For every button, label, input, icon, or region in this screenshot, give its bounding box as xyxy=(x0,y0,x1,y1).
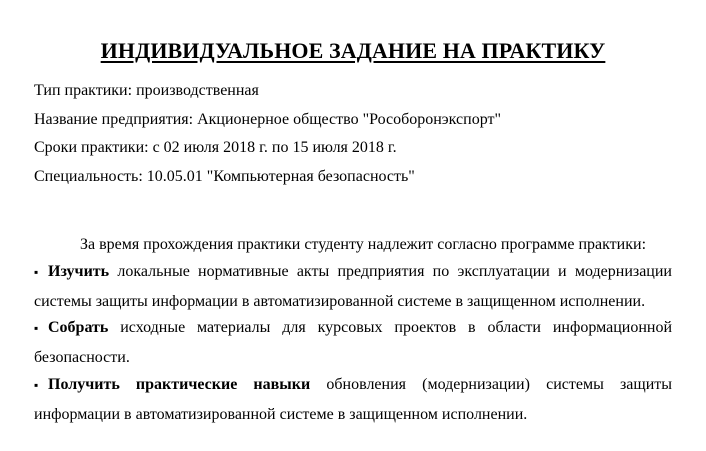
task-text: локальные нормативные акты предприятия по эксплуатации и модернизации xyxy=(117,263,672,280)
specialty-line: Специальность: 10.05.01 "Компьютерная безопасность" xyxy=(34,168,415,185)
task-verb: Изучить xyxy=(48,263,110,280)
task-item-line xyxy=(34,370,672,400)
tasks-intro: За время прохождения практики студенту надлежит согласно программе практики: xyxy=(80,236,647,253)
task-item-collect xyxy=(34,313,672,372)
bullet-icon: ▪ xyxy=(34,321,39,335)
task-verb: Собрать xyxy=(48,319,109,336)
task-text-continued: системы защиты информации в автоматизированной системе в защищенном исполнении. xyxy=(34,293,646,310)
practice-dates-line: Сроки практики: с 02 июля 2018 г. по 15 июля 2018 г. xyxy=(34,139,397,156)
document-title: ИНДИВИДУАЛЬНОЕ ЗАДАНИЕ НА ПРАКТИКУ xyxy=(100,38,606,63)
practice-type-line: Тип практики: производственная xyxy=(34,82,259,99)
bullet-icon: ▪ xyxy=(34,265,39,279)
task-text-continued: информации в автоматизированной системе в защищенном исполнении. xyxy=(34,406,528,423)
task-text-continued: безопасности. xyxy=(34,349,130,366)
task-text: исходные материалы для курсовых проектов в области информационной xyxy=(120,319,673,336)
task-text: обновления (модернизации) системы защиты xyxy=(326,376,673,393)
company-name-line: Название предприятия: Акционерное общество "Рособоронэкспорт" xyxy=(34,111,502,128)
task-item-study xyxy=(34,257,672,316)
task-item-line xyxy=(34,257,672,287)
task-item-line xyxy=(34,313,672,343)
task-item-acquire xyxy=(34,370,672,429)
task-verb: Получить практические навыки xyxy=(48,376,311,393)
bullet-icon: ▪ xyxy=(34,378,39,392)
